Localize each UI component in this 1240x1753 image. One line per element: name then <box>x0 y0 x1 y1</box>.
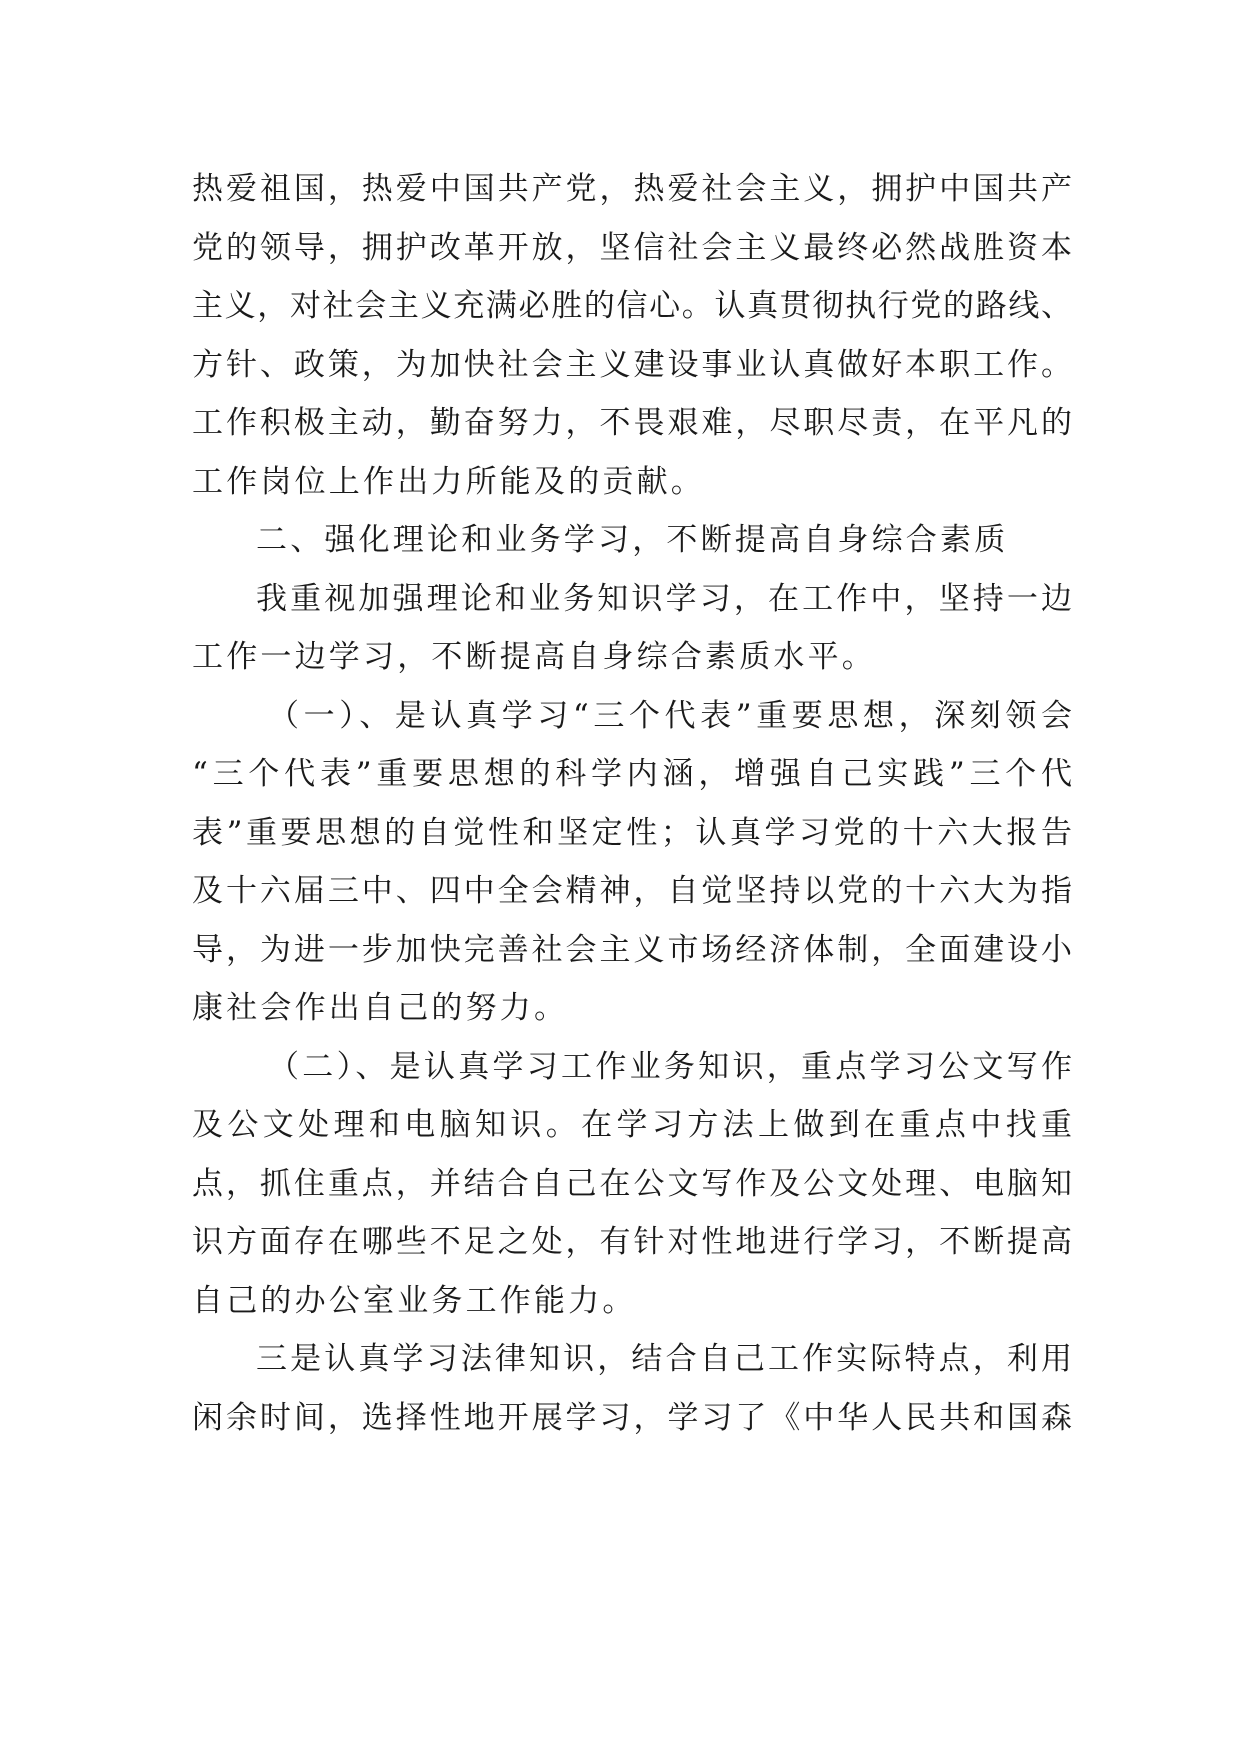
text-line: 工作岗位上作出力所能及的贡献。 <box>192 463 705 500</box>
text-line: （一）、是认真学习“三个代表”重要思想，深刻领会 <box>268 697 1072 734</box>
text-line: 导，为进一步加快完善社会主义市场经济体制，全面建设小 <box>192 931 1072 968</box>
text-line: 闲余时间，选择性地开展学习，学习了《中华人民共和国森 <box>192 1399 1072 1436</box>
text-line: 我重视加强理论和业务知识学习，在工作中，坚持一边 <box>256 580 1072 617</box>
text-line: 自己的办公室业务工作能力。 <box>192 1282 637 1319</box>
text-line: 康社会作出自己的努力。 <box>192 990 569 1026</box>
text-line: 工作一边学习，不断提高自身综合素质水平。 <box>192 639 876 675</box>
text-line: 及十六届三中、四中全会精神，自觉坚持以党的十六大为指 <box>192 873 1072 909</box>
text-line: 识方面存在哪些不足之处，有针对性地进行学习，不断提高 <box>192 1224 1072 1260</box>
document-body <box>192 160 1072 1447</box>
text-line: 及公文处理和电脑知识。在学习方法上做到在重点中找重 <box>192 1107 1072 1143</box>
text-line: 热爱祖国，热爱中国共产党，热爱社会主义，拥护中国共产 <box>192 171 1072 207</box>
text-line: 点，抓住重点，并结合自己在公文写作及公文处理、电脑知 <box>192 1165 1072 1202</box>
text-line: 表”重要思想的自觉性和坚定性；认真学习党的十六大报告 <box>192 814 1072 851</box>
text-line: 工作积极主动，勤奋努力，不畏艰难，尽职尽责，在平凡的 <box>192 405 1072 441</box>
text-line: 方针、政策，为加快社会主义建设事业认真做好本职工作。 <box>192 346 1072 383</box>
section-heading: 二、强化理论和业务学习，不断提高自身综合素质 <box>256 522 1009 558</box>
text-line: “三个代表”重要思想的科学内涵，增强自己实践”三个代 <box>192 756 1072 792</box>
text-line: 主义，对社会主义充满必胜的信心。认真贯彻执行党的路线、 <box>192 288 1072 324</box>
text-line: 党的领导，拥护改革开放，坚信社会主义最终必然战胜资本 <box>192 229 1072 266</box>
text-line: （二）、是认真学习工作业务知识，重点学习公文写作 <box>268 1048 1072 1085</box>
text-line: 三是认真学习法律知识，结合自己工作实际特点，利用 <box>256 1341 1072 1377</box>
